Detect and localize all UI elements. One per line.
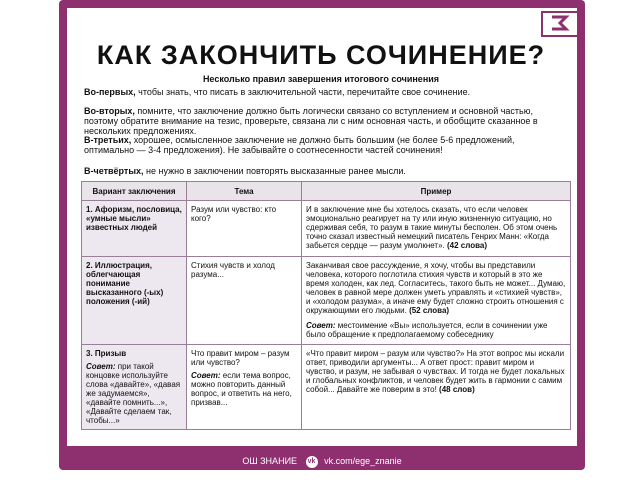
- footer-brand: ОШ ЗНАНИЕ: [242, 456, 298, 466]
- variant-cell: 1. Афоризм, пословица, «умные мысли» известных людей: [82, 201, 187, 257]
- example-cell: Заканчивая свое рассуждение, я хочу, чтобы вы представили человека, которого поглотила стихия чувств и который в это же время холоден, как лед. Согласитесь, такого быть не может... Думаю, человек в равной мере должен уметь управлять и «стихией чувств», и «холодом разума», а иначе ему будет сложно строить отношения с окружающими его людьми. (52 слова) Совет: местоимение «Вы» используется, если в сочинении уже было обращение к предполагаемому собеседнику: [302, 257, 571, 345]
- variant-cell: 3. Призыв Совет: при такой концовке используйте слова «давайте», «давая же задумаемся», «давайте помнить...», «Давайте сделаем так, чтобы...»: [82, 345, 187, 430]
- header-topic: Тема: [187, 182, 302, 201]
- topic-cell: Что правит миром – разум или чувство? Совет: если тема вопрос, можно повторить данный вопрос, и ответить на него, призвав...: [187, 345, 302, 430]
- rule-1: Во-первых, чтобы знать, что писать в заключительной части, перечитайте свое сочинение.: [84, 87, 471, 97]
- topic-advice: Совет: если тема вопрос, можно повторить данный вопрос, и ответить на него, призвав...: [191, 371, 292, 407]
- variant-advice: Совет: при такой концовке используйте слова «давайте», «давая же задумаемся», «давайте помнить...», «Давайте сделаем так, чтобы...»: [86, 362, 181, 425]
- header-variant: Вариант заключения: [82, 182, 187, 201]
- page-title: КАК ЗАКОНЧИТЬ СОЧИНЕНИЕ?: [96, 40, 546, 70]
- header-example: Пример: [302, 182, 571, 201]
- example-cell: «Что правит миром – разум или чувство?» На этот вопрос мы искали ответ, приводили аргументы... А ответ прост: правит миром и чувство, и разум, не забывая о чувствах. И тогда не будет локальных и глобальных конфликтов, и человек будет жить в гармонии с самим собой... Давайте же поверим в это! (48 слов): [302, 345, 571, 430]
- conclusion-table: [81, 181, 571, 430]
- variant-cell: 2. Иллюстрация, облегчающая понимание высказанного (-ых) положения (-ий): [82, 257, 187, 345]
- table-row: [82, 201, 571, 257]
- table-row: [82, 345, 571, 430]
- topic-cell: Стихия чувств и холод разума...: [187, 257, 302, 345]
- advice-note: Совет: местоимение «Вы» используется, если в сочинении уже было обращение к предполагаемому собеседнику: [306, 321, 548, 339]
- footer-link[interactable]: vk.com/ege_znanie: [324, 456, 402, 466]
- page-subtitle: Несколько правил завершения итогового сочинения: [202, 74, 440, 84]
- vk-icon[interactable]: vk: [306, 456, 318, 468]
- rule-2: Во-вторых, помните, что заключение должно быть логически связано со вступлением и основной частью, поэтому обратите внимание на тезис, проверьте, связана ли с ним основная часть, и обобщите сказанное в нескольких предложениях.: [84, 106, 538, 136]
- table-row: [82, 257, 571, 345]
- table-header-row: [82, 182, 571, 201]
- rule-3: В-третьих, хорошее, осмысленное заключение не должно быть большим (не более 5-6 предложений, оптимально — 3-4 предложения). Не забывайте о соотнесенности частей сочинения!: [84, 135, 515, 155]
- example-cell: И в заключение мне бы хотелось сказать, что если человек эмоционально реагирует на ту или иную жизненную ситуацию, но сдерживая себя, то разум в такие минуты бесполен. Об этом очень точно сказал известный немецкий писатель Генрих Манн: «Когда забьется сердце — разум умолкнет». (42 слова): [302, 201, 571, 257]
- footer: [59, 452, 585, 470]
- logo-icon: [540, 10, 580, 38]
- rule-4: В-четвёртых, не нужно в заключении повторять высказанные ранее мысли.: [84, 166, 406, 176]
- topic-cell: Разум или чувство: кто кого?: [187, 201, 302, 257]
